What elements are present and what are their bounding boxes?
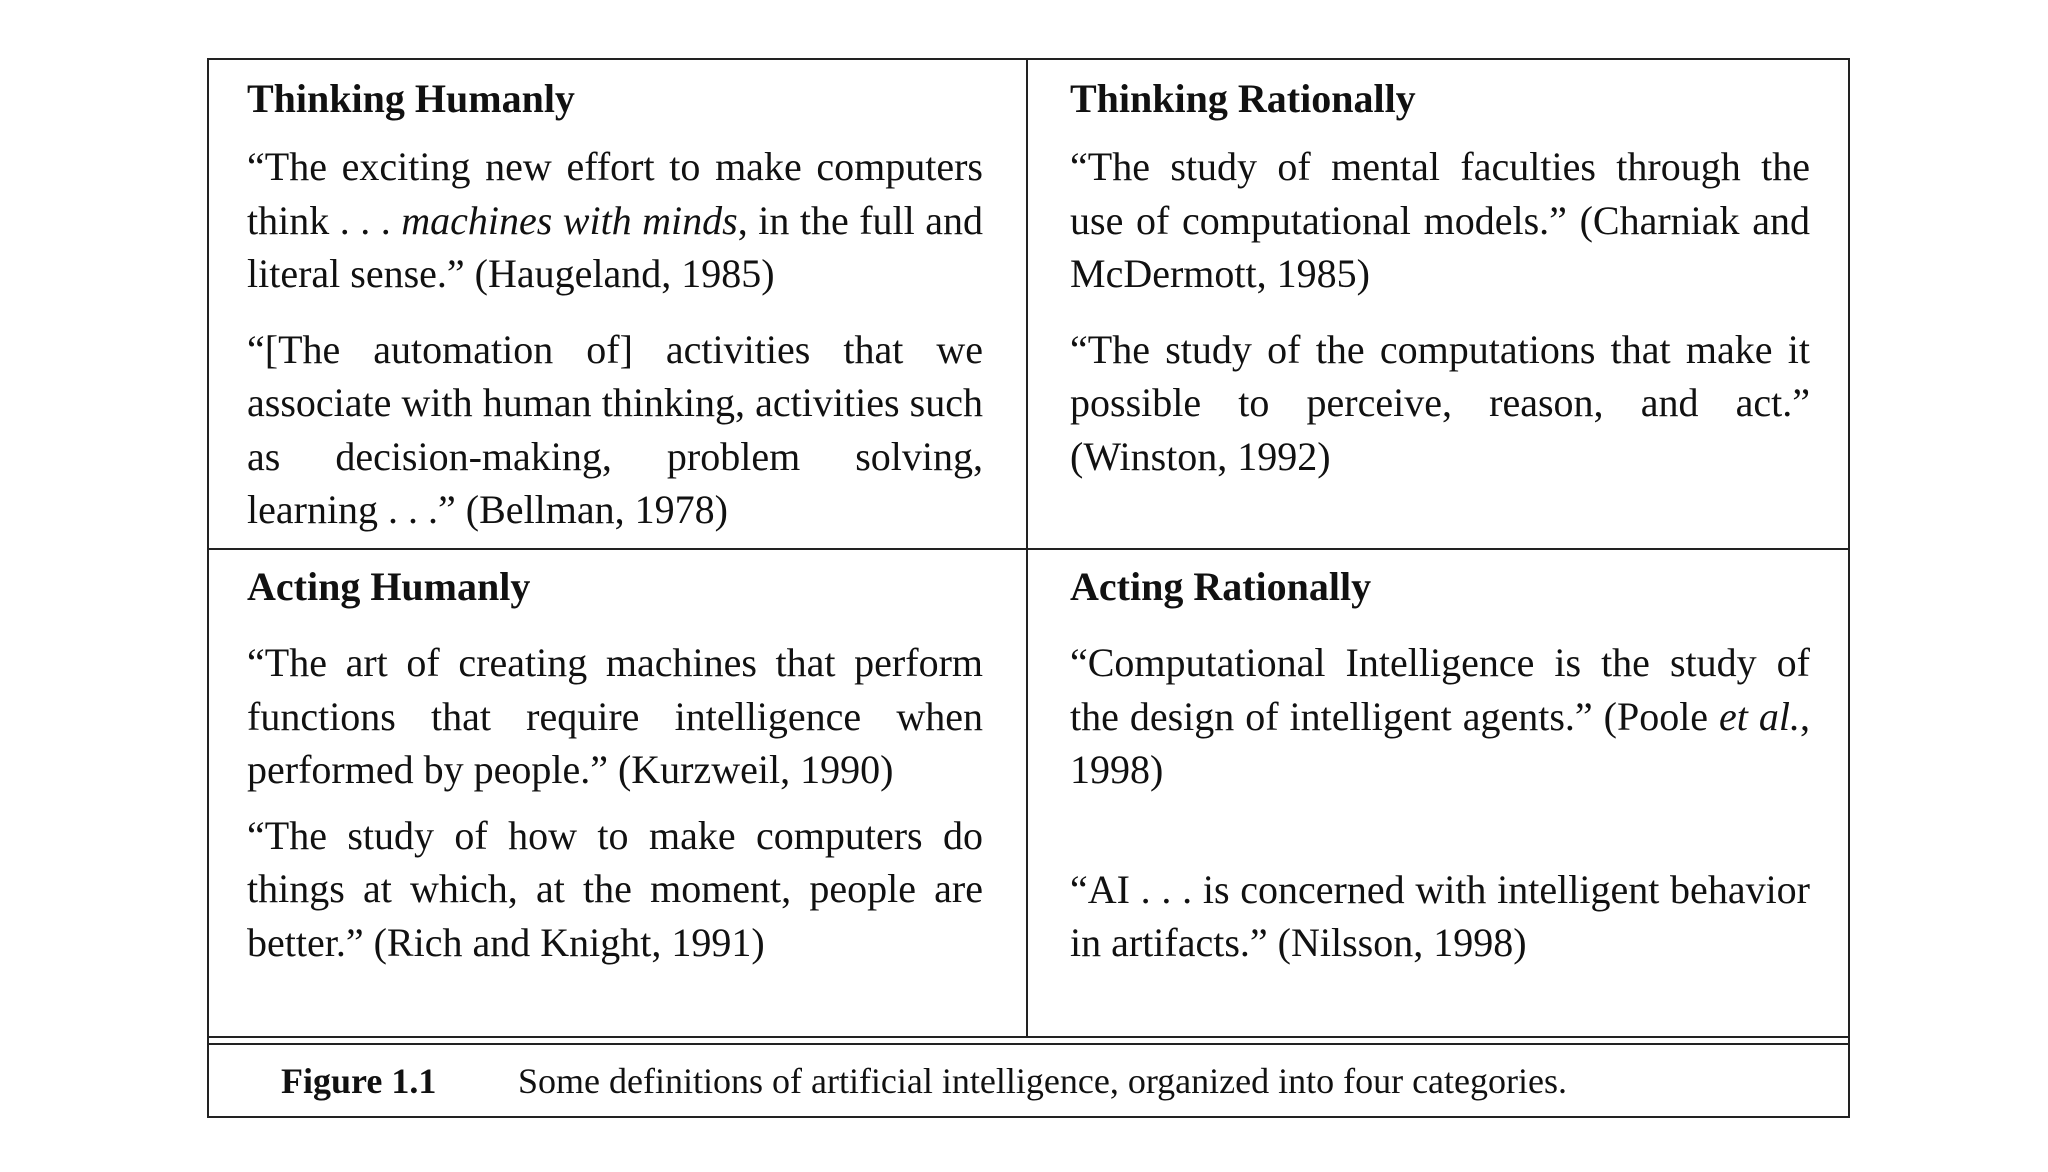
cell-acting-rationally: [1070, 560, 1810, 970]
caption-label: Figure 1.1: [281, 1061, 437, 1101]
quote-charniak-mcdermott: “The study of mental faculties through the use of computational models.” (Charniak and McDermott, 1985): [1070, 144, 1810, 296]
quote-haugeland: [247, 140, 983, 301]
heading-thinking-humanly: Thinking Humanly: [247, 76, 575, 121]
heading-acting-humanly: Acting Humanly: [247, 564, 531, 609]
cell-thinking-rationally: [1070, 72, 1810, 483]
quote-winston: “The study of the computations that make it possible to perceive, reason, and act.” (Winston, 1992): [1070, 326, 1810, 479]
heading-acting-rationally: Acting Rationally: [1070, 564, 1372, 609]
quote-text: , 1998): [1070, 693, 1811, 792]
quote-poole: [1070, 636, 1810, 797]
quote-text: “Computational Intelligence is the study of the design of intelligent agents.” (Poole: [1070, 640, 1810, 739]
quote-text: “The exciting new effort to make computers think . . .: [247, 144, 983, 243]
figure-table: [207, 58, 1850, 1118]
caption-text: Some definitions of artificial intelligence, organized into four categories.: [518, 1061, 1567, 1101]
quote-kurzweil: “The art of creating machines that perform functions that require intelligence when performed by people.” (Kurzweil, 1990): [247, 640, 983, 792]
quote-emphasis: et al.: [1719, 693, 1801, 739]
cell-acting-humanly: [247, 560, 983, 969]
caption-divider-top: [209, 1036, 1848, 1038]
quote-rich-knight: “The study of how to make computers do things at which, at the moment, people are better.” (Rich and Knight, 1991): [247, 812, 983, 965]
quote-nilsson: “AI . . . is concerned with intelligent behavior in artifacts.” (Nilsson, 1998): [1070, 866, 1810, 965]
row-divider: [209, 548, 1848, 550]
quote-bellman: “[The automation of] activities that we associate with human thinking, activities such as decision-making, problem solving, learning . . .” (Bellman, 1978): [247, 326, 983, 532]
figure-caption: [209, 1045, 1848, 1118]
heading-thinking-rationally: Thinking Rationally: [1070, 76, 1416, 121]
cell-thinking-humanly: [247, 72, 983, 537]
quote-emphasis: machines with minds: [401, 197, 738, 243]
quote-text: , in the full and literal sense.” (Haugeland, 1985): [247, 197, 984, 296]
